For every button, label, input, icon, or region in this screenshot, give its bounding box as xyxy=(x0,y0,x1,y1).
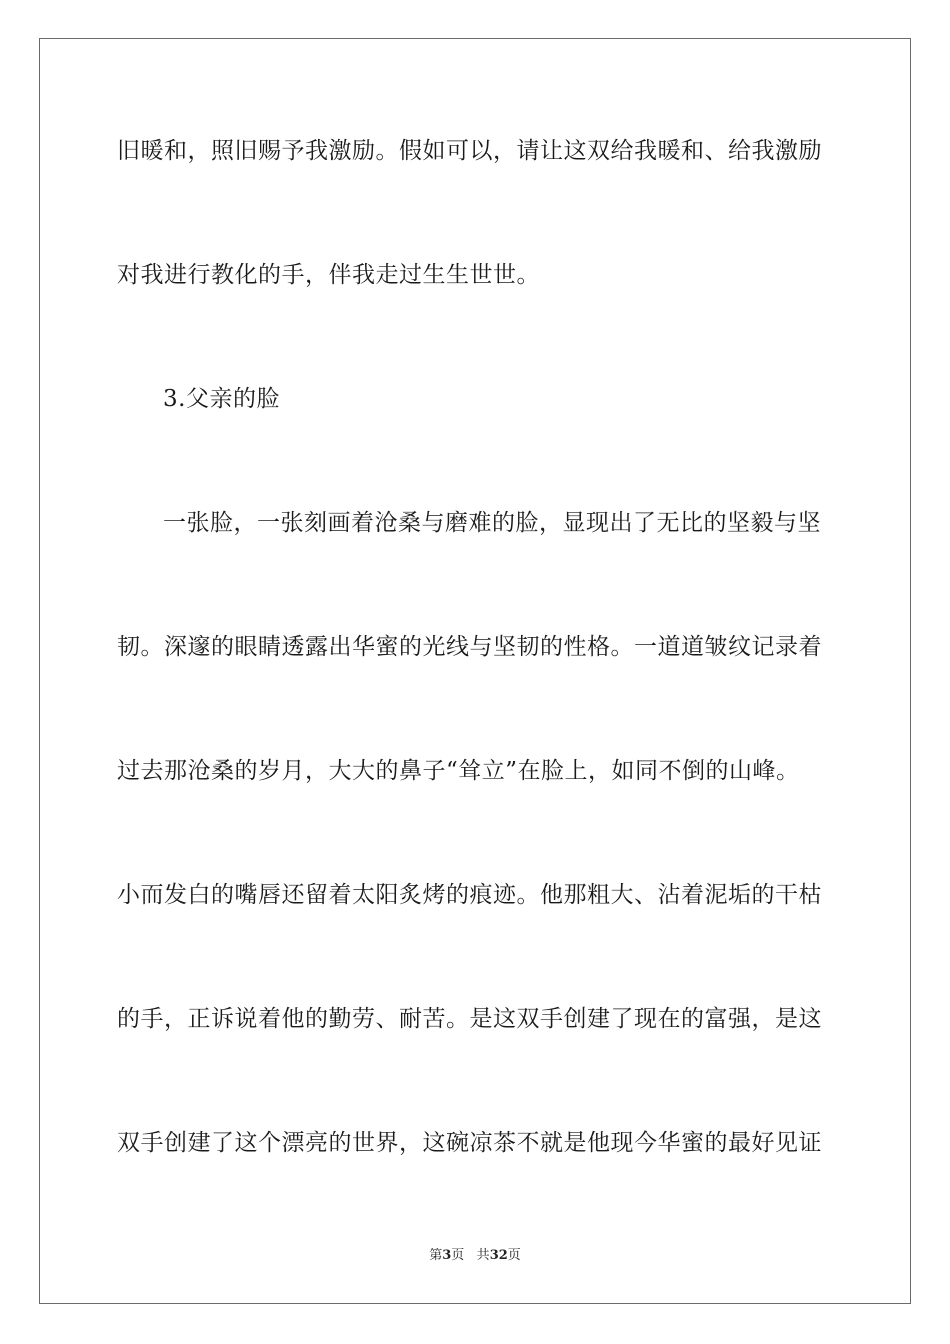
page-border xyxy=(39,38,911,1304)
section-heading: 3.父亲的脸 xyxy=(163,386,280,412)
total-suffix: 页 xyxy=(507,1248,521,1263)
text-line-5: 韧。深邃的眼睛透露出华蜜的光线与坚韧的性格。一道道皱纹记录着 xyxy=(117,634,822,660)
text-line-1: 旧暖和，照旧赐予我激励。假如可以，请让这双给我暖和、给我激励 xyxy=(117,138,822,164)
text-line-6: 过去那沧桑的岁月，大大的鼻子“耸立”在脸上，如同不倒的山峰。 xyxy=(117,758,800,784)
page-suffix: 页 xyxy=(451,1248,465,1263)
text-line-9: 双手创建了这个漂亮的世界，这碗凉茶不就是他现今华蜜的最好见证 xyxy=(117,1130,822,1156)
text-line-8: 的手，正诉说着他的勤劳、耐苦。是这双手创建了现在的富强，是这 xyxy=(117,1006,822,1032)
text-line-7: 小而发白的嘴唇还留着太阳炙烤的痕迹。他那粗大、沾着泥垢的干枯 xyxy=(117,882,822,908)
text-line-2: 对我进行教化的手，伴我走过生生世世。 xyxy=(117,262,540,288)
page-prefix: 第 xyxy=(429,1248,443,1263)
text-line-4: 一张脸，一张刻画着沧桑与磨难的脸，显现出了无比的坚毅与坚 xyxy=(163,510,821,536)
page-number: 3 xyxy=(442,1248,452,1263)
total-prefix: 共 xyxy=(476,1248,490,1263)
total-pages: 32 xyxy=(489,1248,508,1263)
page-footer xyxy=(0,1248,950,1264)
